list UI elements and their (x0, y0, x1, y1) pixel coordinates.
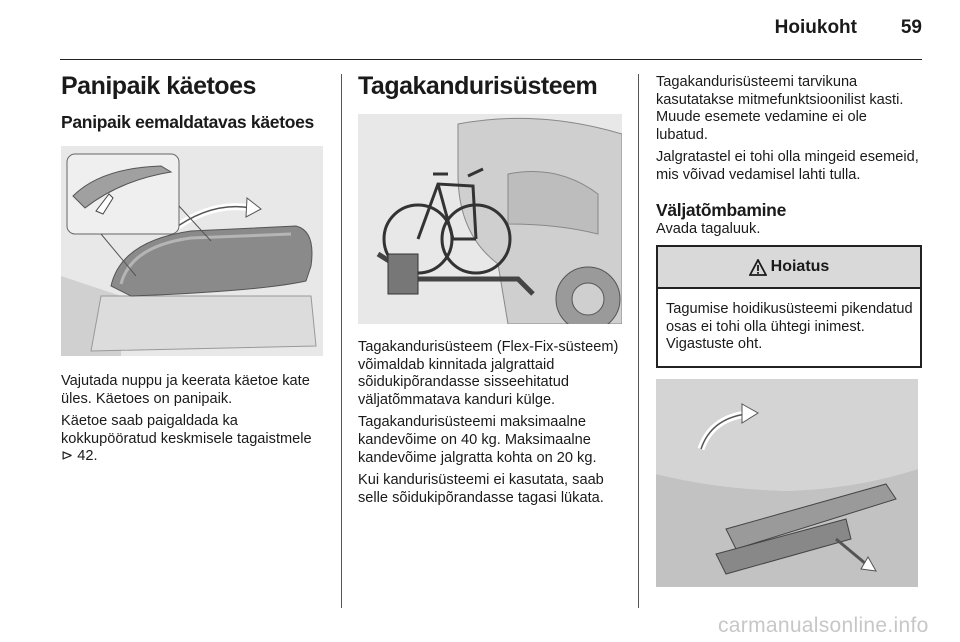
paragraph-open-lid: Vajutada nuppu ja keerata käetoe kate üles. Käetoes on panipaik. (61, 373, 310, 407)
paragraph-carrier-capacity: Tagakandurisüsteemi maksimaalne kandevõime on 40 kg. Maksimaalne kandevõime jalgratta kohta on 20 kg. (358, 414, 597, 466)
warning-triangle-icon (749, 259, 767, 276)
armrest-illustration (61, 146, 323, 356)
page-header (0, 0, 960, 62)
paragraph-open-tailgate: Avada tagaluuk. (656, 220, 761, 237)
column-divider (341, 74, 342, 608)
paragraph-bike-items: Jalgratastel ei tohi olla mingeid esemeid, mis võivad vedamisel lahti tulla. (656, 149, 919, 183)
subheading-removable-armrest: Panipaik eemaldatavas käetoes (61, 112, 314, 132)
paragraph-accessory-box: Tagakandurisüsteemi tarvikuna kasutatakse mitmefunktsioonilist kasti. Muude esemete vedamine ei ole lubatud. (656, 74, 904, 143)
paragraph-carrier-stow: Kui kandurisüsteemi ei kasutata, saab selle sõidukipõrandasse tagasi lükata. (358, 472, 604, 506)
column-divider (638, 74, 639, 608)
warning-title: Hoiatus (770, 258, 830, 276)
warning-box (656, 245, 922, 368)
warning-body (658, 289, 920, 366)
heading-armrest-storage: Panipaik käetoes (61, 72, 256, 100)
subheading-extraction: Väljatõmbamine (656, 199, 787, 220)
warning-header (658, 247, 920, 289)
column-extraction (656, 72, 920, 587)
bicycle-carrier-illustration (358, 114, 622, 324)
column-rear-carrier (358, 72, 624, 507)
column-armrest (61, 72, 326, 466)
paragraph-carrier-intro: Tagakandurisüsteem (Flex-Fix-süsteem) võimaldab kinnitada jalgrattaid sõidukipõrandasse sisseehitatud väljatõmmatava kanduri külge. (358, 339, 619, 408)
carrier-extraction-illustration (656, 379, 918, 587)
page-number: 59 (900, 17, 922, 38)
heading-rear-carrier: Tagakandurisüsteem (358, 72, 598, 100)
paragraph-install-armrest (61, 413, 326, 466)
page-ref-number[interactable]: 42. (77, 448, 98, 465)
warning-text: Tagumise hoidikusüsteemi pikendatud osas ei tohi olla ühtegi inimest. Vigastuste oht. (666, 301, 913, 353)
paragraph-install-text: Käetoe saab paigaldada ka kokkupööratud keskmisele tagaistmele (61, 413, 312, 447)
header-divider (60, 59, 922, 60)
watermark: carmanualsonline.info (718, 614, 929, 637)
section-title: Hoiukoht (774, 17, 857, 38)
page-ref-arrow-icon: ⊳ (61, 448, 74, 465)
